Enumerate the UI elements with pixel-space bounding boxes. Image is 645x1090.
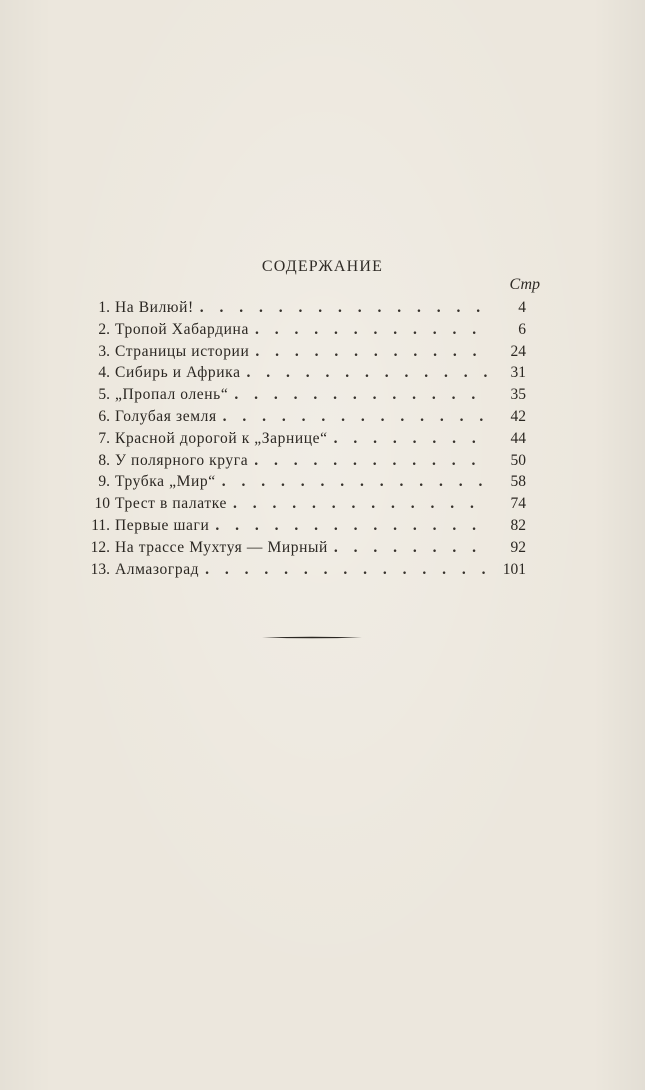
dot-leader <box>223 408 488 426</box>
toc-entry <box>70 321 526 343</box>
entry-title: Красной дорогой к „Зарнице“ <box>115 429 328 447</box>
entry-title: Трубка „Мир“ <box>115 473 216 491</box>
entry-number: 11. <box>91 516 110 534</box>
entry-page: 101 <box>502 560 526 578</box>
entry-page: 82 <box>510 516 526 534</box>
dot-leader <box>247 364 488 382</box>
entry-page: 4 <box>518 299 526 316</box>
dot-leader <box>334 430 488 448</box>
toc-entry <box>70 343 526 365</box>
entry-page: 42 <box>510 407 526 425</box>
entry-page: 31 <box>510 364 526 382</box>
toc-entry <box>70 299 526 321</box>
entry-page: 24 <box>510 342 526 360</box>
toc-entry <box>70 364 526 386</box>
entry-title: На трассе Мухтуя — Мирный <box>115 538 328 556</box>
entry-number: 9. <box>98 473 110 491</box>
entry-title: Алмазоград <box>115 560 200 578</box>
toc-entry <box>70 408 526 430</box>
entry-page: 92 <box>510 538 526 556</box>
entry-title: Голубая земля <box>115 407 217 425</box>
toc-entry <box>70 473 526 495</box>
entry-page: 58 <box>510 473 526 491</box>
contents-heading: СОДЕРЖАНИЕ <box>261 258 384 275</box>
entry-number: 2. <box>98 320 110 338</box>
entry-page: 6 <box>518 320 526 338</box>
dot-leader <box>234 386 488 404</box>
entry-page: 50 <box>510 451 526 469</box>
entry-title: Первые шаги <box>115 516 210 534</box>
toc-entry <box>70 561 526 583</box>
entry-title: „Пропал олень“ <box>115 386 229 404</box>
dot-leader <box>255 321 488 339</box>
entry-title: Трест в палатке <box>115 495 227 513</box>
dot-leader <box>205 561 488 579</box>
entry-title: На Вилюй! <box>115 299 194 316</box>
dot-leader <box>222 473 488 491</box>
dot-leader <box>215 517 488 535</box>
entry-number: 5. <box>98 386 110 404</box>
toc-entry <box>70 386 526 408</box>
ornamental-divider <box>262 636 362 639</box>
entry-number: 3. <box>98 342 110 360</box>
entry-number: 1. <box>98 299 110 316</box>
entry-page: 74 <box>510 495 526 513</box>
dot-leader <box>200 299 488 317</box>
entry-title: У полярного круга <box>115 451 249 469</box>
entry-title: Страницы истории <box>115 342 250 360</box>
page-column-label: Стр <box>509 276 540 293</box>
entry-number: 4. <box>98 364 110 382</box>
toc-entry <box>70 495 526 517</box>
dot-leader <box>255 343 488 361</box>
table-of-contents <box>70 299 526 582</box>
entry-page: 44 <box>510 429 526 447</box>
toc-entry <box>70 452 526 474</box>
entry-number: 13. <box>90 560 110 578</box>
toc-entry <box>70 539 526 561</box>
dot-leader <box>254 452 488 470</box>
toc-entry <box>70 517 526 539</box>
entry-number: 10 <box>94 495 110 513</box>
entry-title: Тропой Хабардина <box>115 320 249 338</box>
dot-leader <box>233 495 488 513</box>
entry-number: 6. <box>98 407 110 425</box>
entry-number: 7. <box>98 429 110 447</box>
entry-title: Сибирь и Африка <box>115 364 241 382</box>
toc-entry <box>70 430 526 452</box>
entry-page: 35 <box>510 386 526 404</box>
dot-leader <box>334 539 488 557</box>
entry-number: 12. <box>90 538 110 556</box>
entry-number: 8. <box>98 451 110 469</box>
